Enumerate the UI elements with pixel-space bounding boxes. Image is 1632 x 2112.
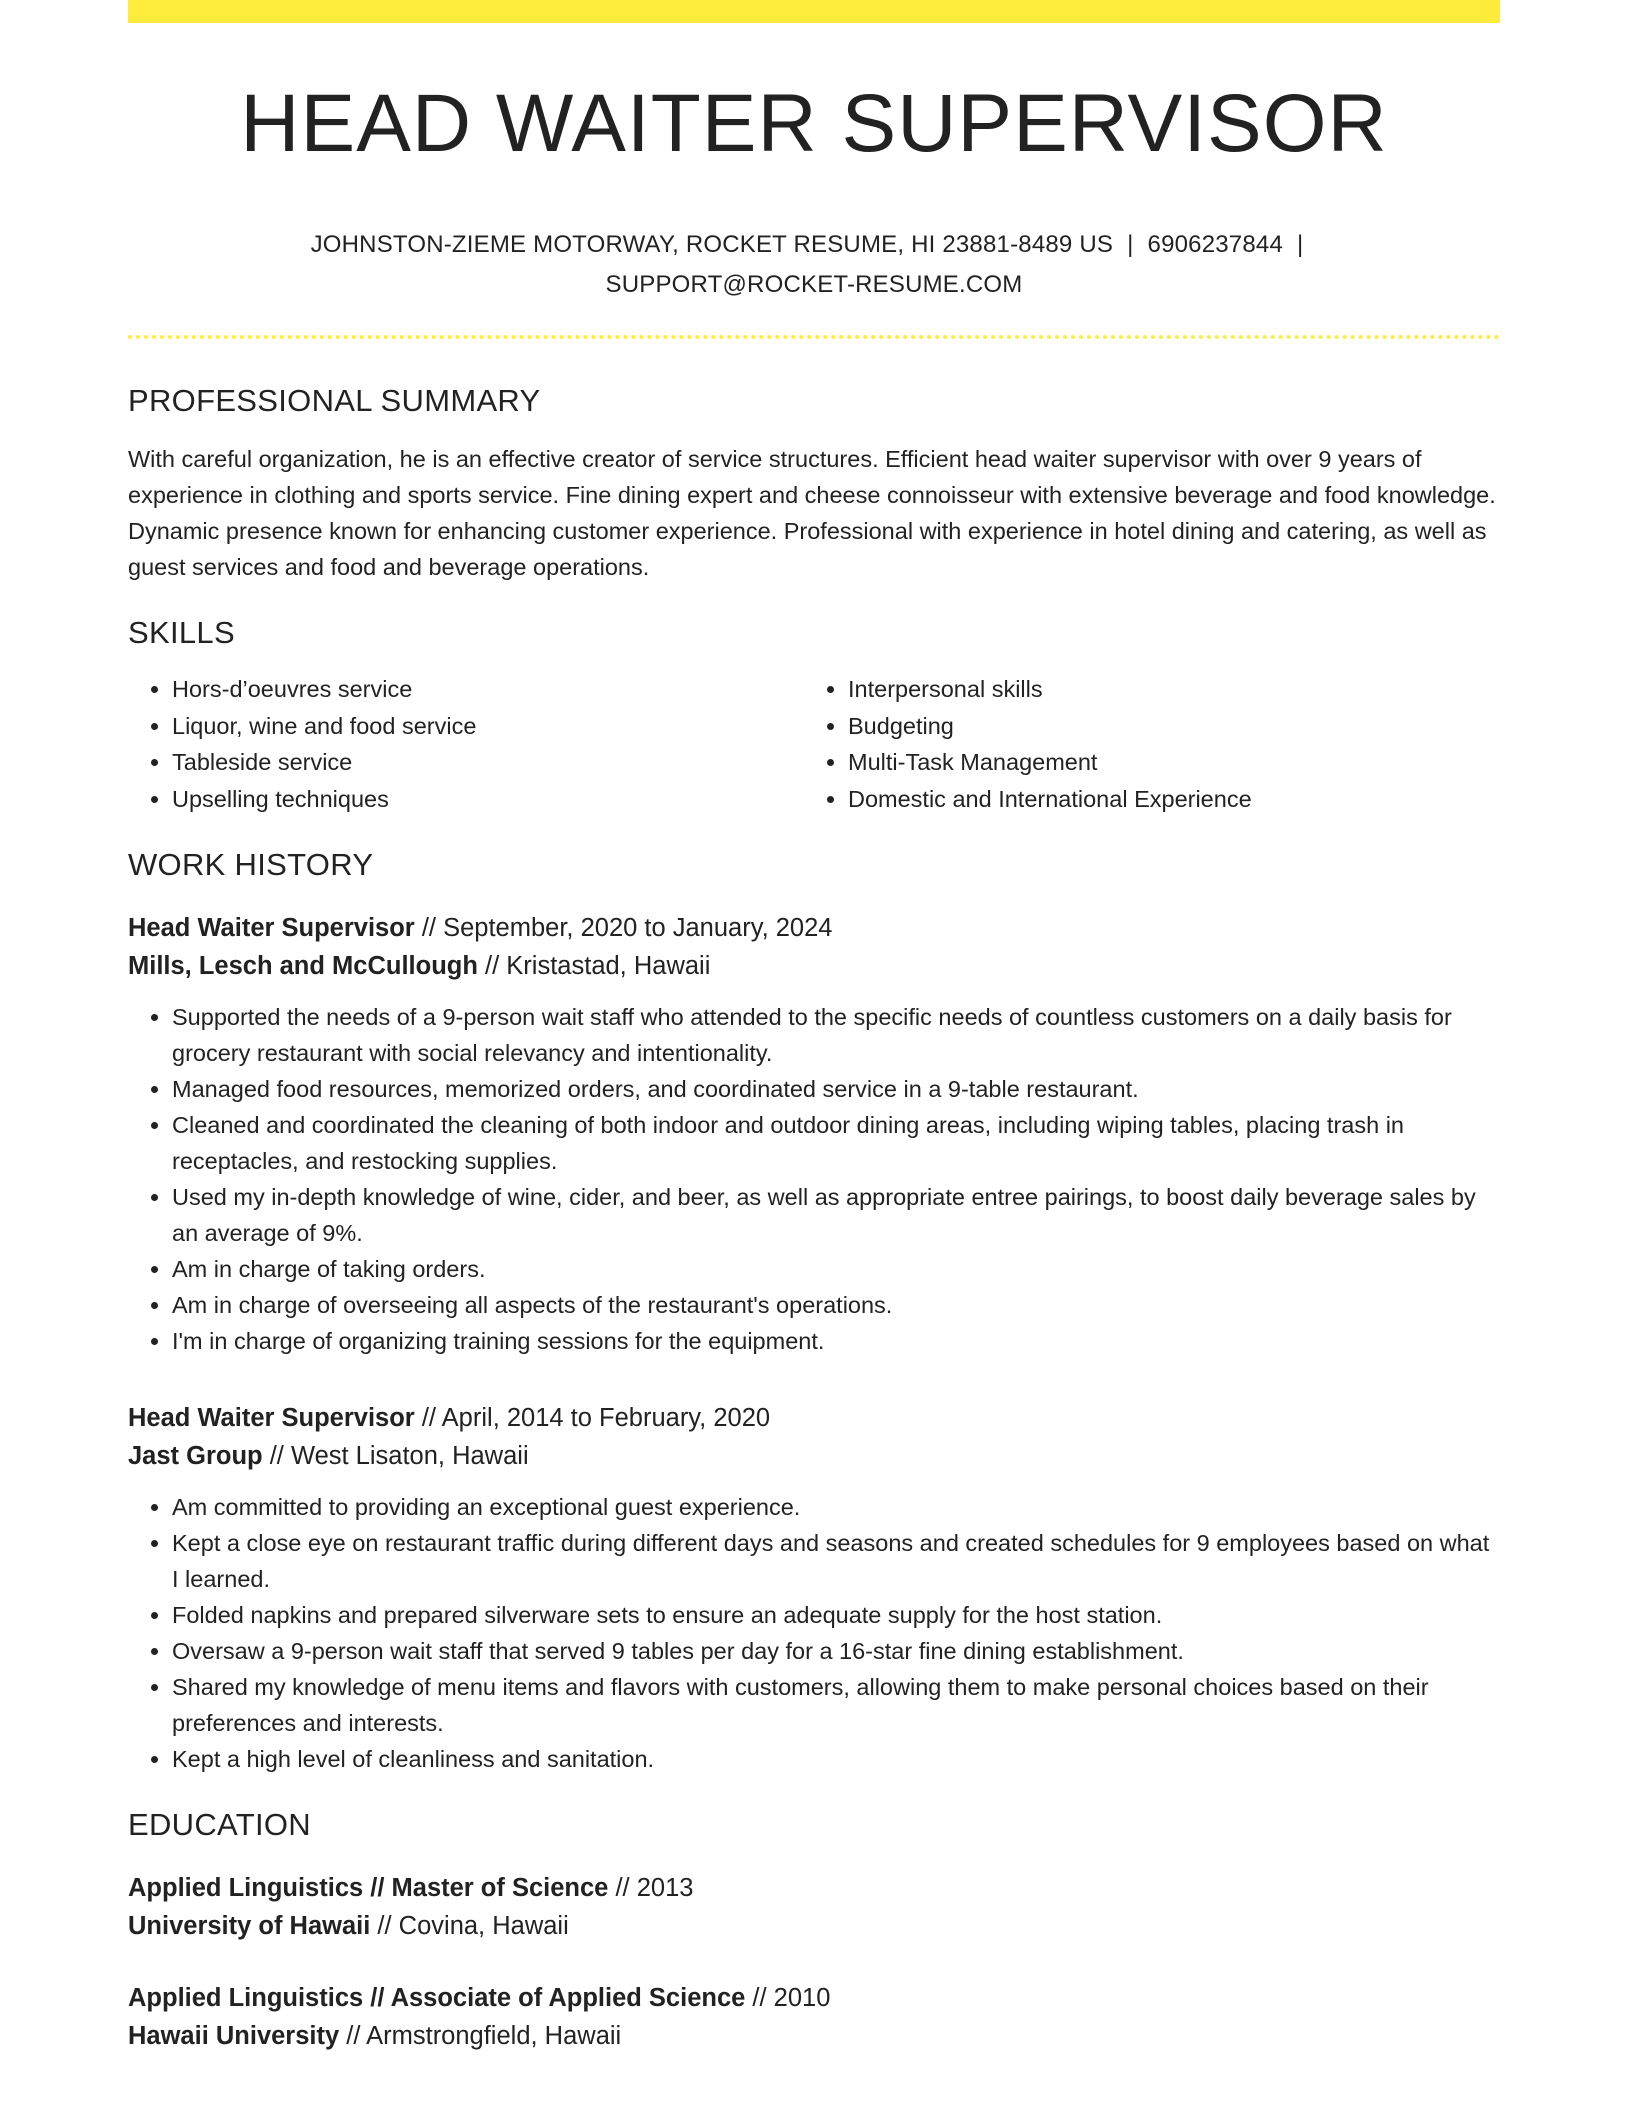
skill-item: • Multi-Task Management (848, 744, 1480, 781)
skills-heading: SKILLS (128, 615, 235, 651)
job-company-line (128, 947, 1500, 985)
accent-top-bar (128, 0, 1500, 23)
job-bullet: • Kept a high level of cleanliness and sanitation. (172, 1741, 1500, 1777)
job-bullet: • Am in charge of overseeing all aspects of the restaurant's operations. (172, 1287, 1500, 1323)
summary-text: With careful organization, he is an effective creator of service structures. Efficient head waiter supervisor with over 9 years of experience in clothing and sports service. Fine dining expert and cheese connoisseur with extensive beverage and food knowledge. Dynamic presence known for enhancing customer experience. Professional with experience in hotel dining and catering, as well as guest services and food and beverage operations. (128, 446, 1496, 581)
education-degree-line (128, 1869, 1500, 1907)
skills-column-left (128, 671, 804, 817)
education-degree-line (128, 1979, 1500, 2017)
job-bullet: • Supported the needs of a 9-person wait staff who attended to the specific needs of countless customers on a daily basis for grocery restaurant with social relevancy and intentionality. (172, 999, 1500, 1071)
job-company: Mills, Lesch and McCullough (128, 952, 478, 981)
education-school-line (128, 2017, 1500, 2055)
skill-item: • Hors-d’oeuvres service (172, 671, 804, 708)
resume-name: HEAD WAITER SUPERVISOR (240, 78, 1388, 169)
education-degree: Applied Linguistics // Associate of Applied Science (128, 1984, 746, 2013)
skill-item: • Budgeting (848, 708, 1480, 745)
job-dates: // April, 2014 to February, 2020 (421, 1404, 771, 1433)
job-bullet: • Am in charge of taking orders. (172, 1251, 1500, 1287)
job-entry (128, 909, 1500, 1359)
job-role: Head Waiter Supervisor (128, 1404, 415, 1433)
skill-item: • Tableside service (172, 744, 804, 781)
education-school: University of Hawaii (128, 1912, 371, 1941)
job-bullet: • Shared my knowledge of menu items and flavors with customers, allowing them to make personal choices based on their preferences and interests. (172, 1669, 1500, 1741)
job-bullet: • Cleaned and coordinated the cleaning of both indoor and outdoor dining areas, including wiping tables, placing trash in receptacles, and restocking supplies. (172, 1107, 1500, 1179)
education-location: // Covina, Hawaii (377, 1912, 569, 1941)
education-degree: Applied Linguistics // Master of Science (128, 1874, 609, 1903)
skill-item: • Upselling techniques (172, 781, 804, 818)
job-company-line (128, 1437, 1500, 1475)
skill-item: • Domestic and International Experience (848, 781, 1480, 818)
job-location: // West Lisaton, Hawaii (269, 1442, 529, 1471)
job-bullet: • Kept a close eye on restaurant traffic during different days and seasons and created schedules for 9 employees based on what I learned. (172, 1525, 1500, 1597)
job-company: Jast Group (128, 1442, 263, 1471)
education-entry (128, 1979, 1500, 2055)
skill-item: • Liquor, wine and food service (172, 708, 804, 745)
job-bullets (128, 1489, 1500, 1777)
skills-column-right (804, 671, 1480, 817)
contact-info (128, 225, 1500, 305)
job-bullet: • Used my in-depth knowledge of wine, cider, and beer, as well as appropriate entree pairings, to boost daily beverage sales by an average of 9%. (172, 1179, 1500, 1251)
education-school: Hawaii University (128, 2022, 340, 2051)
resume-page (128, 0, 1500, 2055)
job-role: Head Waiter Supervisor (128, 914, 415, 943)
dotted-divider (128, 335, 1500, 339)
skills-list (128, 671, 1500, 817)
job-bullet: • I'm in charge of organizing training sessions for the equipment. (172, 1323, 1500, 1359)
work-history-heading: WORK HISTORY (128, 847, 374, 883)
summary-heading: PROFESSIONAL SUMMARY (128, 383, 541, 419)
job-dates: // September, 2020 to January, 2024 (421, 914, 833, 943)
job-title-line (128, 909, 1500, 947)
job-entry (128, 1399, 1500, 1777)
skill-item: • Interpersonal skills (848, 671, 1480, 708)
contact-separator: | (1297, 231, 1304, 259)
education-year: // 2010 (752, 1984, 831, 2013)
contact-phone: 6906237844 (1147, 231, 1283, 259)
education-entry (128, 1869, 1500, 1945)
job-bullet: • Am committed to providing an exceptional guest experience. (172, 1489, 1500, 1525)
education-heading: EDUCATION (128, 1807, 311, 1843)
job-location: // Kristastad, Hawaii (485, 952, 711, 981)
job-bullets (128, 999, 1500, 1359)
job-bullet: • Folded napkins and prepared silverware sets to ensure an adequate supply for the host station. (172, 1597, 1500, 1633)
education-location: // Armstrongfield, Hawaii (346, 2022, 622, 2051)
job-bullet: • Managed food resources, memorized orders, and coordinated service in a 9-table restaurant. (172, 1071, 1500, 1107)
job-bullet: • Oversaw a 9-person wait staff that served 9 tables per day for a 16-star fine dining establishment. (172, 1633, 1500, 1669)
education-year: // 2013 (615, 1874, 694, 1903)
contact-separator: | (1127, 231, 1134, 259)
education-school-line (128, 1907, 1500, 1945)
contact-email: SUPPORT@ROCKET-RESUME.COM (605, 271, 1023, 299)
contact-address: JOHNSTON-ZIEME MOTORWAY, ROCKET RESUME, HI 23881-8489 US (310, 231, 1114, 259)
job-title-line (128, 1399, 1500, 1437)
